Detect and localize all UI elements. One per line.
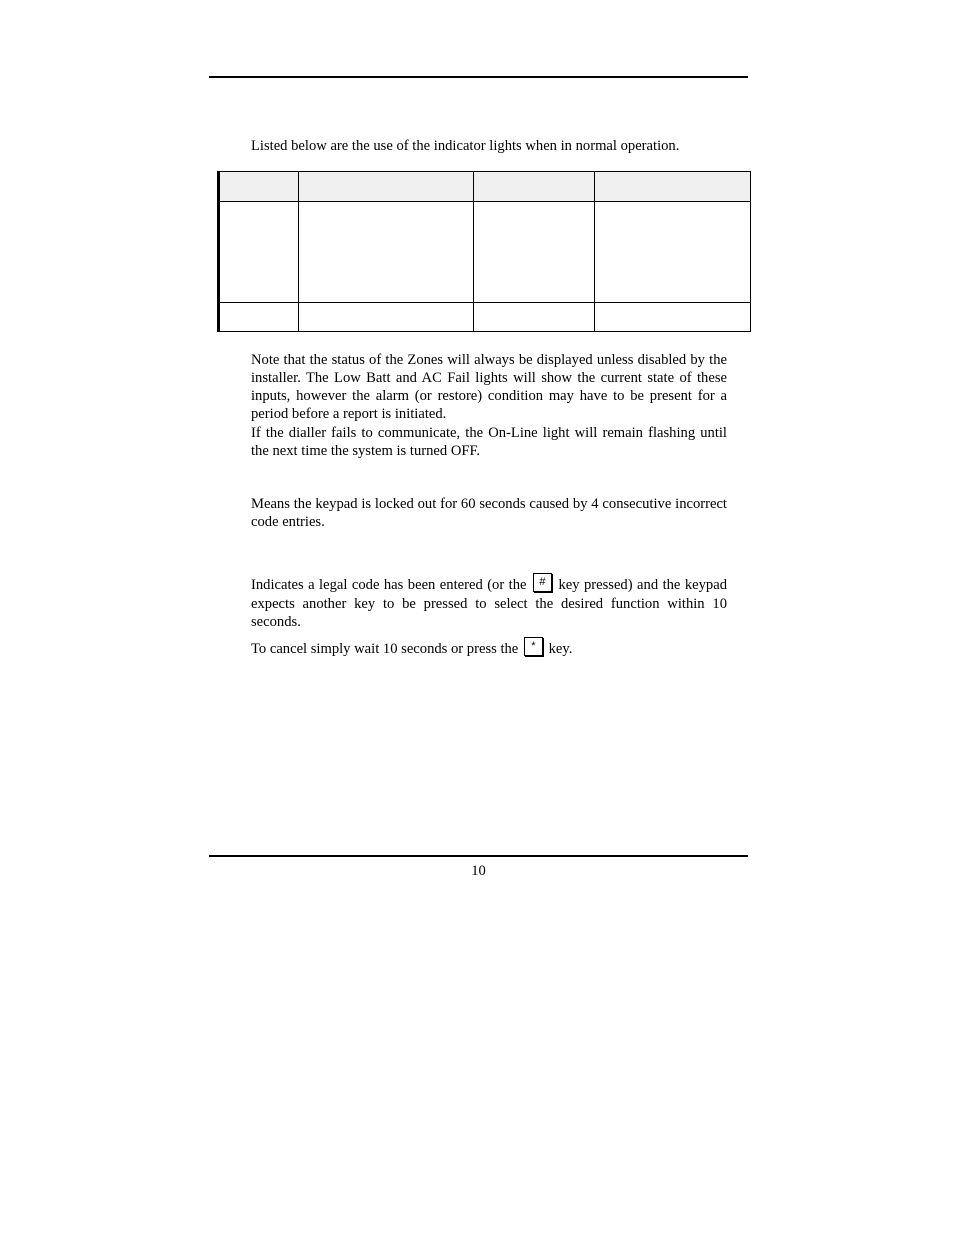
footer-rule bbox=[209, 855, 748, 857]
cancel-paragraph bbox=[251, 637, 727, 658]
hash-key-icon: # bbox=[533, 573, 552, 592]
header-rule bbox=[209, 76, 748, 78]
intro-paragraph: Listed below are the use of the indicator lights when in normal operation. bbox=[251, 138, 680, 154]
table-cell bbox=[474, 202, 595, 303]
table-row bbox=[219, 202, 751, 303]
indicator-table bbox=[217, 171, 751, 332]
table-cell bbox=[219, 303, 299, 332]
table-cell bbox=[474, 303, 595, 332]
star-key-icon: * bbox=[524, 637, 543, 656]
table-cell bbox=[299, 202, 474, 303]
table-header-row bbox=[219, 172, 751, 202]
lockout-paragraph: Means the keypad is locked out for 60 seconds caused by 4 consecutive incorrect code entries. bbox=[251, 496, 727, 530]
table-header-cell bbox=[299, 172, 474, 202]
table-header-cell bbox=[595, 172, 751, 202]
legal-text-after: key pressed) and the keypad expects another key to be pressed to select the desired function within 10 seconds. bbox=[251, 577, 727, 630]
table-header-cell bbox=[474, 172, 595, 202]
table-cell bbox=[595, 303, 751, 332]
table-cell bbox=[595, 202, 751, 303]
zones-status-note: Note that the status of the Zones will always be displayed unless disabled by the installer. The Low Batt and AC Fail lights will show the current state of these inputs, however the alarm (or restore) condition may have to be present for a period before a report is initiated. bbox=[251, 352, 727, 422]
table-row bbox=[219, 303, 751, 332]
page-number: 10 bbox=[471, 863, 486, 879]
cancel-text-before: To cancel simply wait 10 seconds or press the bbox=[251, 641, 519, 657]
table-cell bbox=[219, 202, 299, 303]
legal-code-paragraph bbox=[251, 573, 727, 632]
legal-text-before: Indicates a legal code has been entered (or the bbox=[251, 577, 527, 593]
dialler-note: If the dialler fails to communicate, the On-Line light will remain flashing until the next time the system is turned OFF. bbox=[251, 425, 727, 459]
table-cell bbox=[299, 303, 474, 332]
table-header-cell bbox=[219, 172, 299, 202]
cancel-text-after: key. bbox=[548, 641, 573, 657]
